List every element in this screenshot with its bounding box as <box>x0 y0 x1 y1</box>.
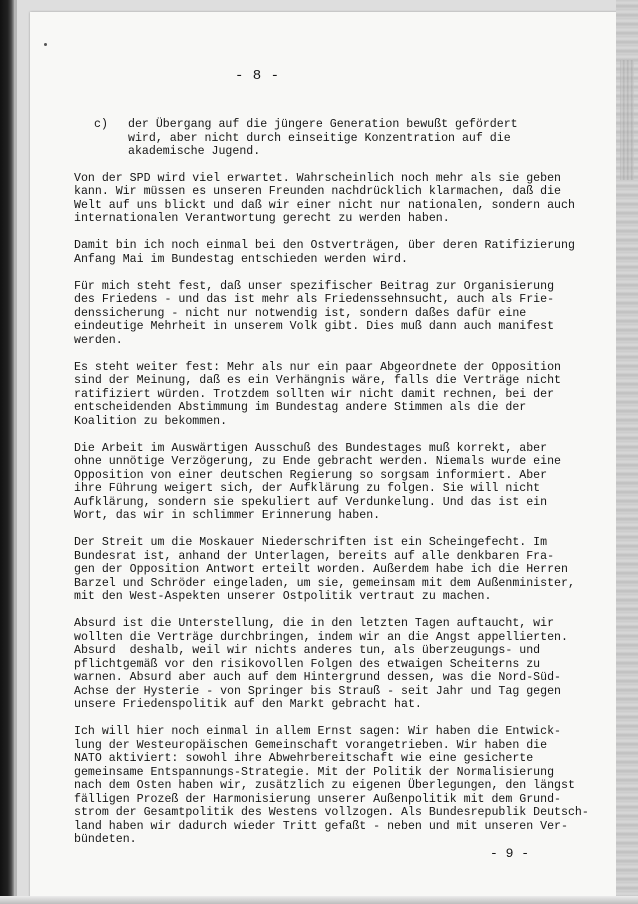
text-line: nach dem Osten haben wir, zusätzlich zu eigenen Überlegungen, den längst <box>74 779 575 792</box>
text-line: pflichtgemäß vor den risikovollen Folgen des etwaigen Scheiterns zu <box>74 657 541 671</box>
paragraph-moskauer-niederschriften <box>74 536 594 604</box>
text-line: wollten die Verträge durchbringen, indem wir an die Angst appellierten. <box>74 630 568 644</box>
text-line: ohne unnötige Verzögerung, zu Ende gebracht werden. Niemals wurde eine <box>74 455 562 468</box>
list-item-marker: c) <box>94 118 108 131</box>
text-line: Für mich steht fest, daß unser spezifischer Beitrag zur Organisierung <box>74 279 555 293</box>
text-line: Wort, das wir in schlimmer Erinnerung haben. <box>74 509 381 522</box>
text-line: Ich will hier noch einmal in allem Ernst sagen: Wir haben die Entwick- <box>74 725 562 738</box>
paragraph-spd-expectations <box>74 172 594 226</box>
text-line: Absurd ist die Unterstellung, die in den letzten Tagen auftaucht, wir <box>74 617 555 630</box>
text-line: Die Arbeit im Auswärtigen Ausschuß des Bundestages muß korrekt, aber <box>74 441 548 455</box>
text-line: fälligen Prozeß der Harmonisierung unserer Außenpolitik mit dem Grund- <box>74 792 562 806</box>
paragraph-friedens-beitrag <box>74 280 594 348</box>
text-line: werden. <box>74 333 123 347</box>
text-line: Koalition zu bekommen. <box>74 414 228 428</box>
text-line: Welt auf uns blickt und daß wir einer nicht nur nationalen, sondern auch <box>74 198 575 212</box>
scan-left-edge-highlight <box>14 0 17 904</box>
paragraph-auswaertiger-ausschuss <box>74 442 594 523</box>
page-number-header: - 8 - <box>235 68 280 84</box>
text-line: gen der Opposition Antwort erteilt worden. Außerdem habe ich die Herren <box>74 563 568 576</box>
text-line: denssicherung - nicht nur notwendig ist, sondern daßes dafür eine <box>74 306 527 320</box>
text-line: des Friedens - und das ist mehr als Friedenssehnsucht, auch als Frie- <box>74 293 555 306</box>
scan-right-speckle <box>620 60 634 180</box>
scan-dot-mark <box>44 43 47 46</box>
text-line: warnen. Absurd aber auch auf dem Hintergrund dessen, was die Nord-Süd- <box>74 671 562 684</box>
scan-left-edge <box>0 0 14 904</box>
text-line: sind der Meinung, daß es ein Verhängnis wäre, falls die Verträge nicht <box>74 374 562 387</box>
text-line: Bundesrat ist, anhand der Unterlagen, bereits auf alle denkbaren Fra- <box>74 549 555 563</box>
text-line: wird, aber nicht durch einseitige Konzentration auf die <box>128 131 511 145</box>
text-line: Aufklärung, sondern sie spekuliert auf Verdunkelung. Und das ist ein <box>74 495 548 509</box>
text-line: ratifiziert würden. Trotzdem sollten wir nicht damit rechnen, bei der <box>74 387 555 401</box>
text-line: Opposition von einer deutschen Regierung so sorgsam informiert. Aber <box>74 468 548 482</box>
text-line: Achse der Hysterie - von Springer bis Strauß - seit Jahr und Tag gegen <box>74 684 562 698</box>
list-item-c <box>94 118 594 159</box>
text-line: bündeten. <box>74 833 137 846</box>
text-line: akademische Jugend. <box>128 145 261 158</box>
paragraph-ostvertraege <box>74 239 594 266</box>
text-line: internationalen Verantwortung gerecht zu werden haben. <box>74 212 450 225</box>
paragraph-absurd <box>74 617 594 712</box>
page-number-footer: - 9 - <box>490 846 530 861</box>
paragraph-westeuropa <box>74 725 594 847</box>
text-line: strom der Gesamtpolitik des Westens vollzogen. Als Bundesrepublik Deutsch- <box>74 806 589 819</box>
text-line: lung der Westeuropäischen Gemeinschaft vorangetrieben. Wir haben die <box>74 738 548 752</box>
text-line: NATO aktiviert: sowohl ihre Abwehrbereitschaft wie eine gesicherte <box>74 752 534 765</box>
text-line: Es steht weiter fest: Mehr als nur ein paar Abgeordnete der Opposition <box>74 360 562 374</box>
text-line: Anfang Mai im Bundestag entschieden werden wird. <box>74 252 408 266</box>
text-line: Absurd deshalb, weil wir nichts anderes tun, als überzeugungs- und <box>74 644 541 657</box>
paragraph-opposition <box>74 361 594 429</box>
text-line: der Übergang auf die jüngere Generation bewußt gefördert <box>128 118 518 131</box>
text-line: Barzel und Schröder eingeladen, um sie, gemeinsam mit dem Außenminister, <box>74 576 575 590</box>
text-line: Von der SPD wird viel erwartet. Wahrscheinlich noch mehr als sie geben <box>74 171 562 185</box>
text-line: eindeutige Mehrheit in unserem Volk gibt. Dies muß dann auch manifest <box>74 320 555 333</box>
text-line: entscheidenden Abstimmung im Bundestag andere Stimmen als die der <box>74 401 527 414</box>
text-line: gemeinsame Entspannungs-Strategie. Mit der Politik der Normalisierung <box>74 765 555 779</box>
text-line: ihre Führung weigert sich, der Aufklärung zu folgen. Sie will nicht <box>74 482 541 495</box>
text-line: unsere Friedenspolitik auf den Markt gebracht hat. <box>74 698 422 711</box>
text-line: kann. Wir müssen es unseren Freunden nachdrücklich klarmachen, daß die <box>74 185 562 198</box>
text-line: mit den West-Aspekten unserer Ostpolitik vertraut zu machen. <box>74 590 492 603</box>
text-line: land haben wir dadurch wieder Tritt gefaßt - neben und mit unseren Ver- <box>74 819 568 833</box>
text-line: Der Streit um die Moskauer Niederschriften ist ein Scheingefecht. Im <box>74 536 548 549</box>
text-line: Damit bin ich noch einmal bei den Ostverträgen, über deren Ratifizierung <box>74 239 575 252</box>
scan-bottom-edge <box>0 896 638 904</box>
page-body <box>74 118 594 860</box>
